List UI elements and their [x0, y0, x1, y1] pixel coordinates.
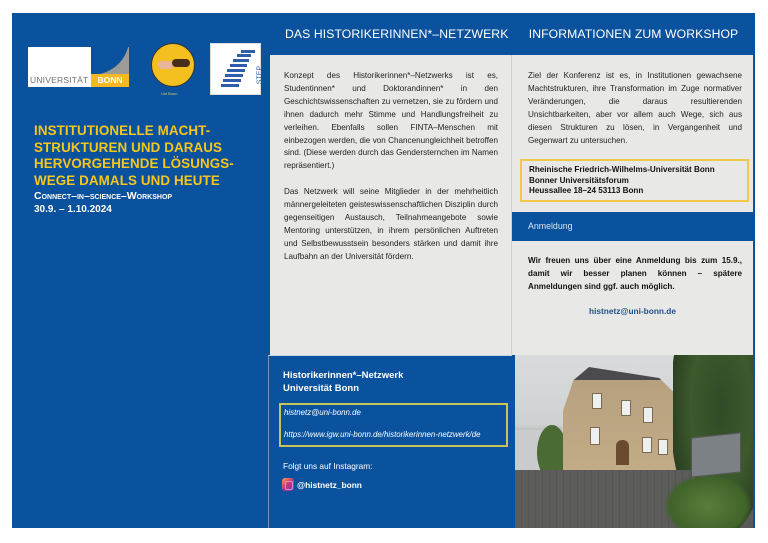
contact-organization [283, 370, 403, 395]
workshop-subtitle: Connect–in–science–Workshop [34, 190, 173, 202]
contact-links-box [279, 403, 508, 447]
workshop-info-body [512, 55, 755, 212]
university-logo-text: UNIVERSITÄT [30, 75, 89, 85]
bushes [663, 473, 753, 528]
step-logo-label: STEP [256, 66, 263, 85]
window [643, 407, 653, 423]
workshop-info-header: INFORMATIONEN ZUM WORKSHOP [512, 13, 755, 55]
venue-line: Bonner Universitätsforum [529, 175, 629, 185]
instagram-icon [282, 478, 294, 491]
step-logo [210, 43, 261, 95]
website-link[interactable]: https://www.igw.uni-bonn.de/historikerinnen-netzwerk/de [284, 430, 481, 439]
registration-header: Anmeldung [512, 212, 755, 241]
window [592, 393, 602, 409]
workshop-intro: Ziel der Konferenz ist es, in Institutionen gewachsene Machtstrukturen, ihre Transformation im Zuge normativer Veränderungen, die daraus resultierenden Unsichtbarkeiten, aber vor allem auch Wege, sich aus diesen Strukturen zu lösen, in Vergangenheit und Gegenwart zu untersuchen. [528, 71, 742, 145]
instagram-handle[interactable]: @histnetz_bonn [297, 479, 362, 490]
window [590, 427, 600, 445]
instagram-handle-row[interactable] [282, 478, 362, 491]
registration-message: Wir freuen uns über eine Anmeldung bis zum 15.9., damit wir besser planen können – spätere Anmeldungen sind ggf. auch möglich. [528, 256, 742, 291]
university-logo-bonn: BONN [91, 74, 129, 87]
network-badge-logo [151, 43, 195, 87]
network-paragraph: Das Netzwerk will seine Mitglieder in der mehrheitlich männergeleiteten geisteswissenschaftlichen Disziplin durch gegenseitigen Austausch, Teilnahmeangebote sowie Mentoring unterstützen, in ihrem persönlichen Auftreten und Selbstbewusstsein besonders stärken und damit ihre Laufbahn an der Universität fördern. [284, 187, 498, 261]
cover-panel [12, 13, 268, 528]
org-name: Historikerinnen*–Netzwerk [283, 370, 404, 381]
contact-email-link[interactable]: histnetz@uni-bonn.de [284, 408, 361, 417]
window [621, 400, 631, 416]
logo-row [28, 31, 263, 96]
network-section-header: DAS HISTORIKERINNEN*–NETZWERK [268, 13, 512, 55]
title-line: STRUKTUREN UND DARAUS [34, 139, 223, 155]
registration-email-link[interactable]: histnetz@uni-bonn.de [589, 306, 676, 317]
title-line: INSTITUTIONELLE MACHT- [34, 123, 211, 138]
registration-body [512, 241, 755, 355]
instagram-follow-label: Folgt uns auf Instagram: [283, 461, 373, 471]
org-university: Universität Bonn [283, 382, 360, 394]
contact-panel [268, 355, 512, 528]
title-line: WEGE DAMALS UND HEUTE [34, 172, 220, 188]
workshop-date: 30.9. – 1.10.2024 [34, 204, 112, 215]
venue-photo [512, 355, 755, 528]
university-bonn-logo [28, 47, 129, 87]
window [658, 439, 668, 455]
cover-title-block [34, 123, 264, 216]
venue-line: Rheinische Friedrich-Wilhelms-Universität Bonn [529, 165, 715, 174]
entrance-door [616, 440, 629, 465]
network-section-body [268, 55, 512, 355]
workshop-title [34, 123, 264, 189]
venue-line: Heussallee 18–24 53113 Bonn [529, 186, 644, 195]
hand-icon [172, 59, 190, 67]
window [642, 437, 652, 453]
info-sign [691, 432, 741, 477]
title-line: HERVORGEHENDE LÖSUNGS- [34, 156, 234, 171]
network-badge-caption: Uni Bonn [161, 91, 178, 96]
network-paragraph: Konzept des Historikerinnen*–Netzwerks ist es, Studentinnen* und Doktorandinnen* in den Geschichtswissenschaften zu vernetzen, sie zu fördern und ihnen dadurch mehr Stimme und Handlungsfreiheit zu verleihen. Ebenfalls sollen FINTA–Menschen mit einbezogen werden, die von Chancenungleichheit betroffen sind. (Diese werden durch das Gendersternchen im Namen repräsentiert.) [284, 71, 498, 171]
venue-box [520, 159, 749, 202]
